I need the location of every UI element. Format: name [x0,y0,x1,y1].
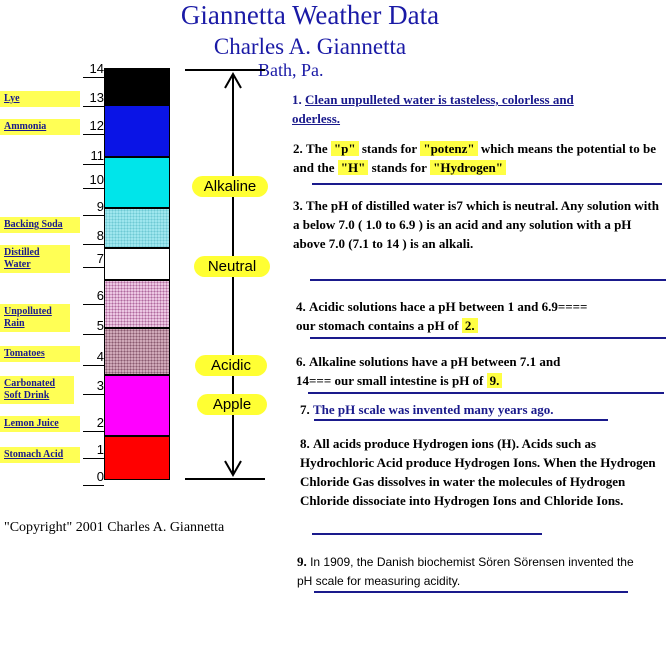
note-1-text: Clean unpulleted water is tasteless, colorless and oderless. [292,92,574,126]
note-4-number: 4. [296,299,306,314]
note-7-text: The pH scale was invented many years ago. [313,402,554,417]
note-1 [292,90,592,128]
tick-13: 13 [80,90,104,105]
region-apple: Apple [197,394,267,415]
note-4-text: Acidic solutions hace a pH between 1 and 6.9==== our stomach contains a pH of [296,299,588,333]
tick-6: 6 [80,288,104,303]
label-distilled-water: Distilled Water [0,245,70,273]
ph-segment-13-14 [104,68,170,105]
copyright: "Copyright" 2001 Charles A. Giannetta [4,520,225,535]
tick-0: 0 [80,469,104,484]
note-8-number: 8. [300,436,310,451]
tick-8: 8 [80,228,104,243]
note-9-underline [314,591,628,593]
note-2-p-highlight: "p" [331,141,359,156]
note-8-text: All acids produce Hydrogen ions (H). Acids such as Hydrochloric Acid produce Hydrogen Ions. When the Hydrogen Chloride Gas dissolves in water the molecules of Hydrogen Chloride dissociate into Hydrogen Ions and Chloride Ions. [300,436,656,508]
ph-segment-7 [104,248,170,280]
page-title: Giannetta Weather Data [180,0,440,30]
note-6 [296,352,596,390]
note-4 [296,297,596,335]
ph-segment-4 [104,328,170,375]
tick-4: 4 [80,349,104,364]
note-6-text: Alkaline solutions have a pH between 7.1 and 14=== our small intestine is pH of [296,354,561,388]
tick-7: 7 [80,251,104,266]
region-alkaline: Alkaline [192,176,268,197]
note-8-underline [312,533,542,535]
ph-segment-10-11 [104,157,170,208]
note-2-potenz-highlight: "potenz" [420,141,477,156]
note-7-underline [314,419,608,421]
ph-segment-12-13 [104,105,170,157]
note-2-h-highlight: "H" [338,160,369,175]
label-lye: Lye [0,91,80,107]
author-name: Charles A. Giannetta [213,34,407,59]
location: Bath, Pa. [258,60,324,80]
note-7 [300,400,640,419]
tick-14: 14 [80,61,104,76]
note-1-number: 1. [292,92,302,107]
note-6-value-highlight: 9. [487,373,503,388]
note-9 [297,552,637,591]
note-2-underline [312,183,662,185]
ph-segment-5-6 [104,280,170,328]
note-2-text-c: which means the potential to be and the [293,141,657,175]
note-3-number: 3. [293,198,303,213]
note-2-hydrogen-highlight: "Hydrogen" [430,160,506,175]
note-6-underline [308,392,664,394]
note-3 [293,196,665,253]
note-4-underline [310,337,666,339]
tick-5: 5 [80,318,104,333]
tick-2: 2 [80,415,104,430]
label-lemon-juice: Lemon Juice [0,416,80,432]
label-stomach-acid: Stomach Acid [0,447,80,463]
label-ammonia: Ammonia [0,119,80,135]
note-9-text: In 1909, the Danish biochemist Sören Sörensen invented the pH scale for measuring acidity. [297,555,634,588]
note-6-number: 6. [296,354,306,369]
note-4-value-highlight: 2. [462,318,478,333]
label-unpolluted-rain: Unpolluted Rain [0,304,70,332]
note-8 [300,434,666,510]
tick-12: 12 [80,118,104,133]
note-2-number: 2. [293,141,303,156]
label-carbonated-soft-drink: Carbonated Soft Drink [0,376,74,404]
ph-segment-0-1 [104,436,170,480]
ph-segment-2-3 [104,375,170,436]
note-9-number: 9. [297,554,307,569]
note-7-number: 7. [300,402,310,417]
note-2-text-d: stands for [371,160,427,175]
label-tomatoes: Tomatoes [0,346,80,362]
note-3-text: The pH of distilled water is7 which is neutral. Any solution with a below 7.0 ( 1.0 to 6.9 ) is an acid and any solution with a pH above 7.0 (7.1 to 14 ) is an alkali. [293,198,659,251]
ph-segment-8-9 [104,208,170,248]
label-baking-soda: Backing Soda [0,217,80,233]
region-neutral: Neutral [194,256,270,277]
tick-3: 3 [80,378,104,393]
region-acidic: Acidic [195,355,267,376]
note-3-underline [310,279,666,281]
note-2-text-a: The [306,141,328,156]
note-2-text-b: stands for [361,141,418,156]
tick-11: 11 [80,148,104,163]
note-2 [293,139,665,177]
tick-1: 1 [80,442,104,457]
tick-10: 10 [80,172,104,187]
tick-9: 9 [80,199,104,214]
